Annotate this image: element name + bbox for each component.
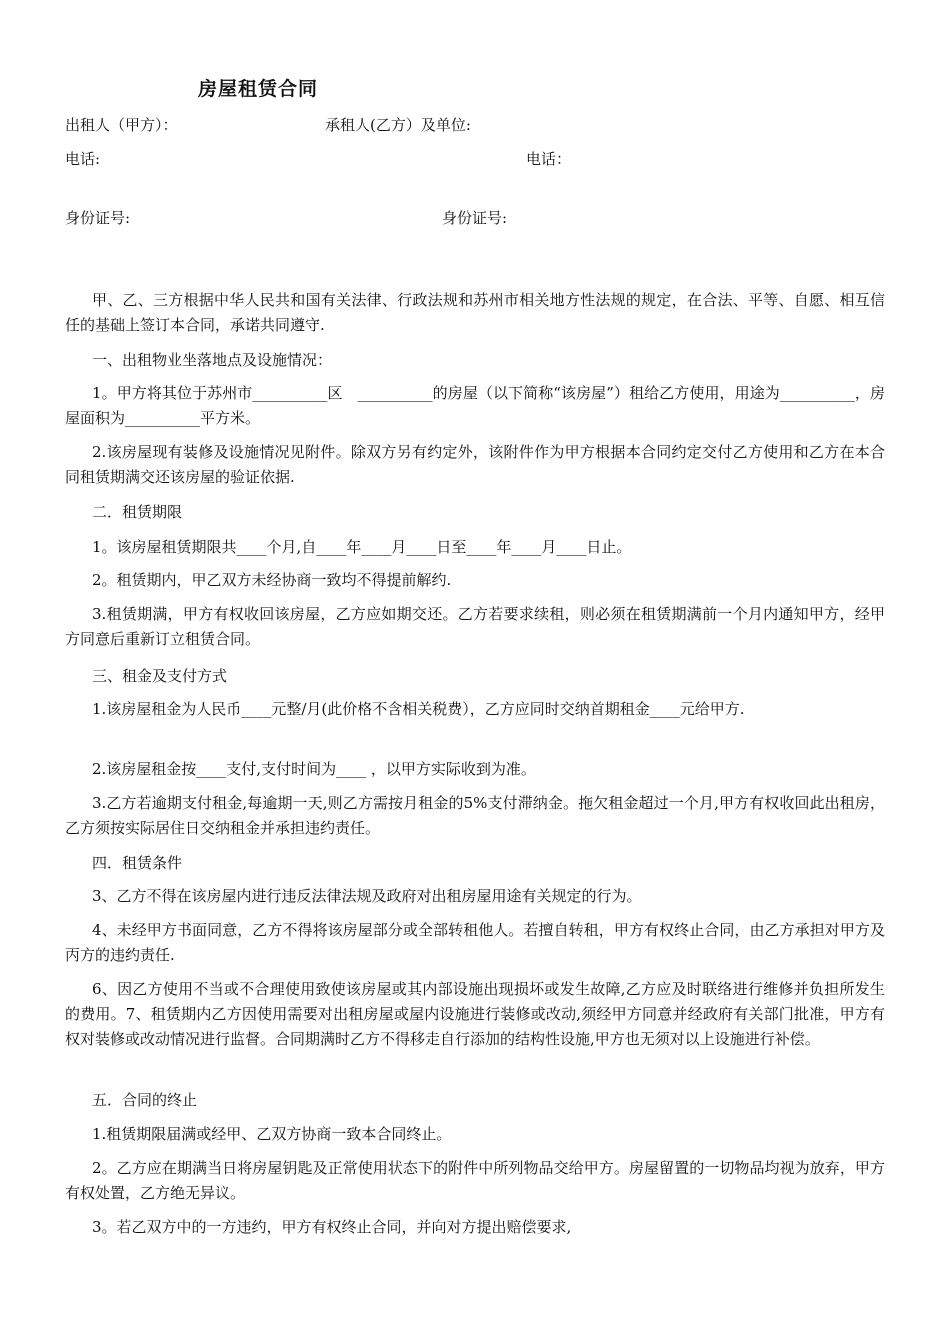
clause-5-3: 3。若乙双方中的一方违约，甲方有权终止合同，并向对方提出赔偿要求, (92, 1218, 572, 1236)
page-title: 房屋租赁合同 (198, 78, 319, 100)
preamble-paragraph: 甲、乙、三方根据中华人民共和国有关法律、行政法规和苏州市相关地方性法规的规定，在合法、平等、自愿、相互信任的基础上签订本合同，承诺共同遵守. (65, 291, 885, 334)
section-heading-5: 五．合同的终止 (92, 1091, 198, 1109)
tenant-phone-label: 电话： (526, 150, 572, 168)
clause-2-1: 1。该房屋租赁期限共____个月,自____年____月____日至____年____月____日止。 (92, 538, 632, 556)
tenant-id-label: 身份证号: (442, 209, 508, 227)
clause-2-2: 2。租赁期内，甲乙双方未经协商一致均不得提前解约. (92, 571, 452, 589)
tenant-label: 承租人(乙方）及单位: (325, 116, 471, 134)
clause-4-3: 3、乙方不得在该房屋内进行违反法律法规及政府对出租房屋用途有关规定的行为。 (92, 887, 642, 905)
landlord-id-label: 身份证号: (65, 209, 131, 227)
clause-4-6-7: 6、因乙方使用不当或不合理使用致使该房屋或其内部设施出现损坏或发生故障,乙方应及时联络进行维修并负担所发生的费用。7、租赁期内乙方因使用需要对出租房屋或屋内设施进行装修或改动,须经甲方同意并经政府有关部门批准，甲方有权对装修或改动情况进行监督。合同期满时乙方不得移走自行添加的结构性设施,甲方也无须对以上设施进行补偿。 (65, 980, 885, 1048)
section-heading-1: 一、出租物业坐落地点及设施情况： (92, 351, 333, 369)
section-heading-4: 四．租赁条件 (92, 854, 183, 872)
clause-3-3: 3.乙方若逾期支付租金,每逾期一天,则乙方需按月租金的5%支付滞纳金。拖欠租金超过一个月,甲方有权收回此出租房，乙方须按实际居住日交纳租金并承担违约责任。 (65, 794, 885, 837)
clause-3-1: 1.该房屋租金为人民币____元整/月(此价格不含相关税费），乙方应同时交纳首期租金____元给甲方. (92, 700, 745, 718)
landlord-phone-label: 电话: (65, 150, 101, 168)
clause-3-2: 2.该房屋租金按____支付,支付时间为____ ，以甲方实际收到为准。 (92, 760, 536, 778)
section-heading-3: 三、租金及支付方式 (92, 667, 228, 685)
clause-1-2: 2.该房屋现有装修及设施情况见附件。除双方另有约定外，该附件作为甲方根据本合同约定交付乙方使用和乙方在本合同租赁期满交还该房屋的验证依据. (65, 443, 885, 486)
clause-5-2: 2。乙方应在期满当日将房屋钥匙及正常使用状态下的附件中所列物品交给甲方。房屋留置的一切物品均视为放弃，甲方有权处置，乙方绝无异议。 (65, 1159, 885, 1202)
section-heading-2: 二．租赁期限 (92, 503, 183, 521)
landlord-label: 出租人（甲方）： (65, 116, 178, 134)
clause-4-4: 4、未经甲方书面同意，乙方不得将该房屋部分或全部转租他人。若擅自转租，甲方有权终止合同，由乙方承担对甲方及丙方的违约责任. (65, 921, 885, 964)
clause-2-3: 3.租赁期满，甲方有权收回该房屋，乙方应如期交还。乙方若要求续租，则必须在租赁期满前一个月内通知甲方，经甲方同意后重新订立租赁合同。 (65, 605, 885, 648)
clause-5-1: 1.租赁期限届满或经甲、乙双方协商一致本合同终止。 (92, 1125, 452, 1143)
clause-1-1: 1。甲方将其位于苏州市__________区 __________的房屋（以下简称“该房屋”）租给乙方使用，用途为__________，房屋面积为__________平方米。 (65, 384, 885, 427)
